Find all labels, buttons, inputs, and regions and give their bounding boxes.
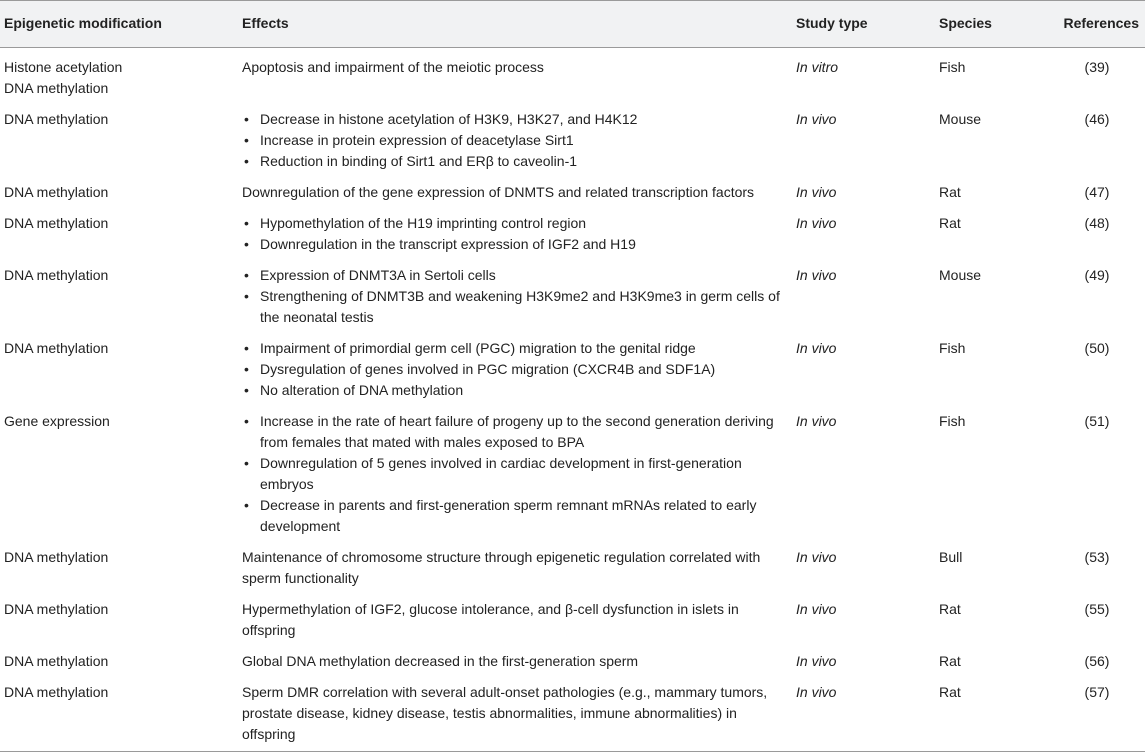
reference-link[interactable]: (39) [1084,59,1110,75]
modification-text: DNA methylation [4,215,109,231]
cell-reference [1049,406,1145,542]
cell-modification [0,542,238,594]
effect-text: Apoptosis and impairment of the meiotic process [242,59,544,75]
cell-modification [0,104,238,177]
header-species: Species [935,1,1049,48]
reference-link[interactable]: (55) [1084,601,1110,617]
cell-reference [1049,104,1145,177]
effect-item: • Expression of DNMT3A in Sertoli cells [242,265,788,286]
modification-text: DNA methylation [4,80,109,96]
header-study-type: Study type [792,1,935,48]
cell-modification [0,333,238,406]
cell-effects [238,208,792,260]
effect-item: • Decrease in histone acetylation of H3K9, H3K27, and H4K12 [242,109,788,130]
cell-effects [238,677,792,752]
cell-reference [1049,333,1145,406]
effect-text: Downregulation of the gene expression of DNMTS and related transcription factors [242,184,755,200]
effect-item: • Dysregulation of genes involved in PGC migration (CXCR4B and SDF1A) [242,359,788,380]
cell-effects [238,594,792,646]
modification-text: Histone acetylation [4,59,123,75]
cell-reference [1049,677,1145,752]
reference-link[interactable]: (51) [1084,413,1110,429]
effect-item: • Downregulation of 5 genes involved in cardiac development in first-generation embryos [242,453,788,495]
reference-link[interactable]: (47) [1084,184,1110,200]
cell-species: Rat [939,184,961,200]
effect-item: • Decrease in parents and first-generation sperm remnant mRNAs related to early development [242,495,788,537]
cell-effects [238,48,792,105]
cell-species: Bull [939,549,963,565]
cell-study-type: In vivo [796,111,837,127]
effects-list [242,338,788,401]
cell-modification [0,646,238,677]
cell-study-type: In vivo [792,677,935,752]
effects-list [242,265,788,328]
effect-item: • Hypomethylation of the H19 imprinting control region [242,213,788,234]
reference-link[interactable]: (48) [1084,215,1110,231]
table-row [0,677,1145,752]
cell-species: Mouse [939,267,982,283]
effect-item: • No alteration of DNA methylation [242,380,788,401]
modification-text: DNA methylation [4,549,109,565]
table-body [0,48,1145,752]
cell-study-type: In vivo [796,413,837,429]
reference-link[interactable]: (46) [1084,111,1110,127]
reference-link[interactable]: (57) [1084,684,1110,700]
table-header [0,1,1145,48]
header-references: References [1049,1,1145,48]
effect-item: • Increase in the rate of heart failure of progeny up to the second generation deriving from females that mated with males exposed to BPA [242,411,788,453]
reference-link[interactable]: (53) [1084,549,1110,565]
modification-text: Gene expression [4,413,110,429]
cell-study-type: In vivo [796,340,837,356]
cell-modification [0,48,238,105]
cell-study-type: In vivo [796,215,837,231]
table-row [0,542,1145,594]
effect-text: Global DNA methylation decreased in the first-generation sperm [242,653,639,669]
reference-link[interactable]: (50) [1084,340,1110,356]
effect-text: Hypermethylation of IGF2, glucose intolerance, and β-cell dysfunction in islets in offspring [242,601,739,638]
table-row [0,208,1145,260]
reference-link[interactable]: (49) [1084,267,1110,283]
cell-study-type: In vivo [796,267,837,283]
effects-list [242,213,788,255]
cell-effects [238,177,792,208]
header-effects: Effects [238,1,792,48]
effects-list [242,411,788,537]
cell-species: Fish [939,413,966,429]
cell-effects [238,646,792,677]
effect-item: • Increase in protein expression of deacetylase Sirt1 [242,130,788,151]
table-row [0,104,1145,177]
effect-item: • Reduction in binding of Sirt1 and ERβ to caveolin-1 [242,151,788,172]
cell-effects [238,542,792,594]
effect-text: Maintenance of chromosome structure through epigenetic regulation correlated with sperm functionality [242,549,761,586]
cell-species: Mouse [939,111,982,127]
modification-text: DNA methylation [4,267,109,283]
cell-reference [1049,646,1145,677]
table-row [0,646,1145,677]
cell-effects [238,260,792,333]
table-row [0,260,1145,333]
effect-item: • Downregulation in the transcript expression of IGF2 and H19 [242,234,788,255]
modification-text: DNA methylation [4,340,109,356]
cell-modification [0,406,238,542]
cell-study-type: In vivo [796,653,837,669]
cell-species: Rat [939,653,961,669]
cell-reference [1049,177,1145,208]
table-row [0,406,1145,542]
effect-item: • Strengthening of DNMT3B and weakening H3K9me2 and H3K9me3 in germ cells of the neonatal testis [242,286,788,328]
reference-link[interactable]: (56) [1084,653,1110,669]
cell-study-type: In vivo [796,601,837,617]
cell-reference [1049,208,1145,260]
modification-text: DNA methylation [4,601,109,617]
effect-item: • Impairment of primordial germ cell (PGC) migration to the genital ridge [242,338,788,359]
cell-reference [1049,542,1145,594]
cell-effects [238,333,792,406]
cell-species: Fish [939,59,966,75]
modification-text: DNA methylation [4,111,109,127]
cell-species: Rat [939,601,961,617]
modification-text: DNA methylation [4,684,109,700]
effects-list [242,109,788,172]
cell-modification [0,260,238,333]
cell-species: Fish [939,340,966,356]
cell-modification [0,177,238,208]
cell-modification [0,594,238,646]
cell-reference [1049,594,1145,646]
cell-study-type: In vitro [796,59,839,75]
cell-effects [238,406,792,542]
cell-species: Rat [935,677,1049,752]
modification-text: DNA methylation [4,653,109,669]
cell-reference [1049,48,1145,105]
cell-modification [0,677,238,752]
cell-modification [0,208,238,260]
cell-study-type: In vivo [796,184,837,200]
table-row [0,594,1145,646]
cell-study-type: In vivo [796,549,837,565]
table-row [0,48,1145,105]
cell-reference [1049,260,1145,333]
table-row [0,333,1145,406]
cell-species: Rat [939,215,961,231]
modification-text: DNA methylation [4,184,109,200]
cell-effects [238,104,792,177]
effect-text: Sperm DMR correlation with several adult-onset pathologies (e.g., mammary tumors, prostate disease, kidney disease, testis abnormalities, immune abnormalities) in offspring [242,684,768,742]
header-epigenetic-modification: Epigenetic modification [0,1,238,48]
table-row [0,177,1145,208]
